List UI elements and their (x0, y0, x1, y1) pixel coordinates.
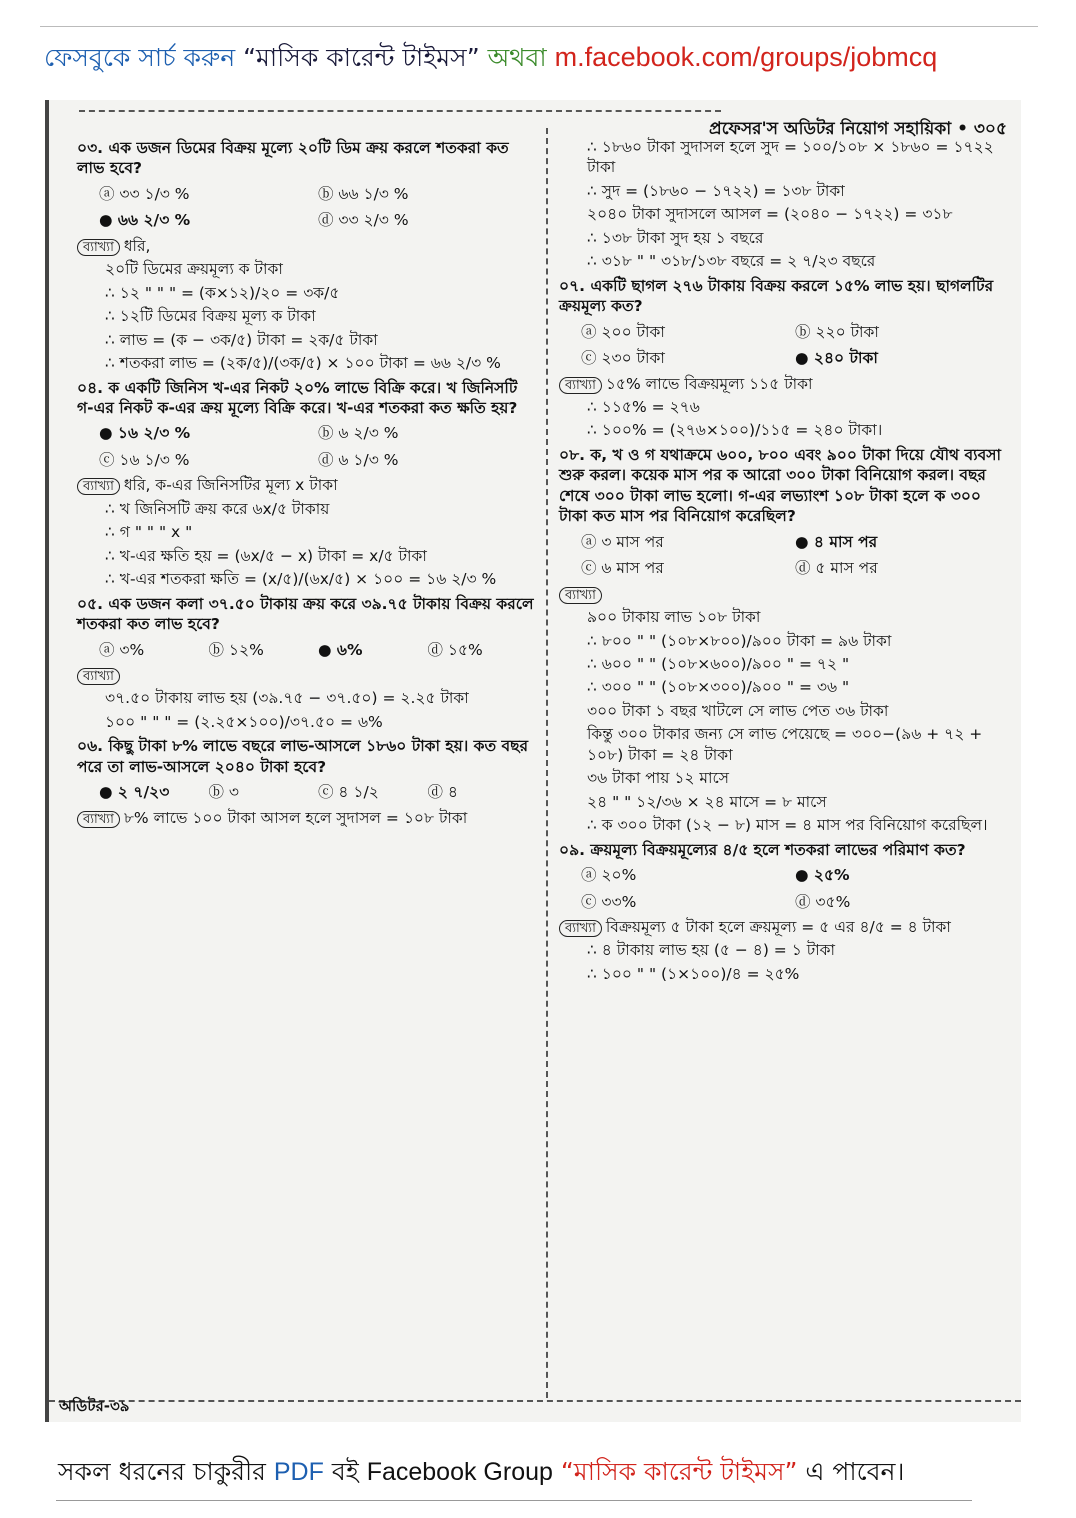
options-5 (99, 637, 537, 663)
question-3: ০৩. এক ডজন ডিমের বিক্রয় মূল্যে ২০টি ডিম ক্রয় করলে শতকরা কত লাভ হবে? (77, 139, 509, 178)
explain-line: ∴ ১৩৮ টাকা সুদ হয় ১ বছরে (587, 228, 764, 247)
footer-text: বই (331, 1457, 359, 1486)
explain-line: ∴ ১২ " " " = (ক×১২)/২০ = ৩ক/৫ (105, 283, 340, 302)
header-search-text: ফেসবুকে সার্চ করুন (44, 43, 236, 72)
option: ⓐ ২০% (581, 866, 637, 885)
options-4 (99, 420, 537, 473)
explain-line: ৯০০ টাকায় লাভ ১০৮ টাকা (587, 608, 761, 627)
explain-line: ∴ খ-এর ক্ষতি হয় = (৬x/৫ − x) টাকা = x/৫ টাকা (105, 546, 427, 565)
explain-line: ∴ ৮০০ " " (১০৮×৮০০)/৯০০ টাকা = ৯৬ টাকা (587, 631, 892, 650)
explanation-3: ব্যাখ্যা ধরি, (77, 236, 537, 256)
option: ⓐ ৩ মাস পর (581, 532, 664, 551)
explain-line: ∴ খ জিনিসটি ক্রয় করে ৬x/৫ টাকায় (105, 499, 330, 518)
option: ⓒ ১৬ ১/৩ % (99, 450, 190, 469)
explain-label: ব্যাখ্যা (77, 811, 120, 828)
explanation-8 (559, 584, 1009, 604)
option: ⓐ ২০০ টাকা (581, 322, 665, 341)
option-correct: ● ২৪০ টাকা (795, 349, 878, 368)
options-6 (99, 779, 537, 805)
explain-line: ∴ ৪ টাকায় লাভ হয় (৫ − ৪) = ১ টাকা (587, 941, 835, 960)
explain-line: ∴ ১১৫% = ২৭৬ (587, 397, 700, 416)
explain-line: ∴ সুদ = (১৮৬০ − ১৭২২) = ১৩৮ টাকা (587, 181, 845, 200)
footer-facebook-group: Facebook Group (366, 1458, 553, 1486)
explain-label: ব্যাখ্যা (77, 239, 120, 256)
question-4: ০৪. ক একটি জিনিস খ-এর নিকট ২০% লাভে বিক্রি করে। খ জিনিসটি গ-এর নিকট ক-এর ক্রয় মূল্যে বিক্রি করে। খ-এর শতকরা কত ক্ষতি হয়? (77, 378, 518, 417)
explain-line: ∴ ১২টি ডিমের বিক্রয় মূল্য ক টাকা (105, 307, 316, 326)
options-8 (581, 529, 1009, 582)
option: ⓓ ৬ ১/৩ % (318, 450, 399, 469)
page-header (44, 38, 1034, 81)
explain-line: ∴ ক ৩০০ টাকা (১২ − ৮) মাস = ৪ মাস পর বিনিয়োগ করেছিল। (587, 816, 988, 835)
option: ⓓ ৪ (427, 783, 458, 802)
explain-line: ২৪ " " ১২/৩৬ × ২৪ মাসে = ৮ মাসে (587, 792, 827, 811)
explain-line: ∴ ৬০০ " " (১০৮×৬০০)/৯০০ " = ৭২ " (587, 654, 850, 673)
footer-group-name: “মাসিক কারেন্ট টাইমস” (560, 1457, 798, 1486)
options-3 (99, 181, 537, 234)
top-rule (40, 26, 1038, 27)
top-dash-rule (79, 110, 721, 112)
explain-line: ১০০ " " " = (২.২৫×১০০)/৩৭.৫০ = ৬% (105, 712, 383, 731)
scanned-book-page (45, 100, 1021, 1422)
column-divider (546, 128, 548, 1398)
option: ⓒ ৬ মাস পর (581, 559, 664, 578)
option: ⓓ ৩৫% (795, 892, 851, 911)
running-head: প্রফেসর'স অডিটর নিয়োগ সহায়িকা • ৩০৫ (709, 119, 1007, 139)
explain-line: ২০টি ডিমের ক্রয়মূল্য ক টাকা (105, 260, 283, 279)
explain-line: ∴ ১৮৬০ টাকা সুদাসল হলে সুদ = ১০০/১০৮ × ১৮৬০ = ১৭২২ টাকা (587, 138, 994, 177)
explain-line: কিন্তু ৩০০ টাকার জন্য সে লাভ পেয়েছে = ৩০০−(৯৬ + ৭২ + ১০৮) টাকা = ২৪ টাকা (587, 725, 983, 764)
options-9 (581, 862, 1009, 915)
option: ⓒ ৩৩% (581, 892, 637, 911)
option: ⓒ ৪ ১/২ (318, 783, 379, 802)
question-6: ০৬. কিছু টাকা ৮% লাভে বছরে লাভ-আসলে ১৮৬০ টাকা হয়। কত বছর পরে তা লাভ-আসলে ২০৪০ টাকা হবে? (77, 737, 529, 776)
option-correct: ● ৬৬ ২/৩ % (99, 211, 191, 230)
option-correct: ● ১৬ ২/৩ % (99, 424, 191, 443)
explain-label: ব্যাখ্যা (77, 668, 120, 685)
option: ⓓ ১৫% (427, 640, 483, 659)
option: ⓑ ৬৬ ১/৩ % (318, 184, 409, 203)
explain-label: ব্যাখ্যা (559, 920, 602, 937)
options-7 (581, 319, 1009, 372)
explain-line: ∴ লাভ = (ক − ৩ক/৫) টাকা = ২ক/৫ টাকা (105, 330, 378, 349)
page-footer (58, 1452, 904, 1495)
footer-text: সকল ধরনের চাকুরীর (58, 1457, 266, 1486)
explain-line: ∴ ৩০০ " " (১০৮×৩০০)/৯০০ " = ৩৬ " (587, 678, 850, 697)
explain-line: ∴ গ " " " x " (105, 523, 193, 542)
explanation-7: ব্যাখ্যা ১৫% লাভে বিক্রয়মূল্য ১১৫ টাকা (559, 374, 1009, 394)
explain-line: ৩৭.৫০ টাকায় লাভ হয় (৩৯.৭৫ − ৩৭.৫০) = ২.২৫ টাকা (105, 689, 469, 708)
right-column (559, 134, 1009, 987)
explain-line: ৩৬ টাকা পায় ১২ মাসে (587, 769, 729, 788)
option: ⓑ ২২০ টাকা (795, 322, 879, 341)
option: ⓓ ৩৩ ২/৩ % (318, 211, 409, 230)
bottom-dash-rule (49, 1400, 1021, 1402)
footer-text: এ পাবেন। (805, 1457, 905, 1486)
question-9: ০৯. ক্রয়মূল্য বিক্রয়মূল্যের ৪/৫ হলে শতকরা লাভের পরিমাণ কত? (559, 840, 966, 859)
option: ⓒ ২৩০ টাকা (581, 349, 665, 368)
header-url-link[interactable]: m.facebook.com/groups/jobmcq (554, 42, 938, 72)
question-5: ০৫. এক ডজন কলা ৩৭.৫০ টাকায় ক্রয় করে ৩৯.৭৫ টাকায় বিক্রয় করলে শতকরা কত লাভ হবে? (77, 594, 534, 634)
page-footer-code: অডিটর-৩৯ (59, 1397, 130, 1415)
option: ⓑ ৬ ২/৩ % (318, 424, 399, 443)
option: ⓐ ৩% (99, 640, 145, 659)
explanation-6: ব্যাখ্যা ৮% লাভে ১০০ টাকা আসল হলে সুদাসল = ১০৮ টাকা (77, 808, 537, 828)
bottom-rule (56, 1500, 972, 1501)
explain-label: ব্যাখ্যা (559, 377, 602, 394)
explain-line: ∴ খ-এর শতকরা ক্ষতি = (x/৫)/(৬x/৫) × ১০০ = ১৬ ২/৩ % (105, 570, 497, 589)
explain-line: ৩০০ টাকা ১ বছর খাটলে সে লাভ পেত ৩৬ টাকা (587, 701, 889, 720)
question-7: ০৭. একটি ছাগল ২৭৬ টাকায় বিক্রয় করলে ১৫% লাভ হয়। ছাগলটির ক্রয়মূল্য কত? (559, 276, 994, 316)
explanation-5 (77, 665, 537, 685)
option: ⓐ ৩৩ ১/৩ % (99, 184, 190, 203)
explain-line: ২০৪০ টাকা সুদাসলে আসল = (২০৪০ − ১৭২২) = ৩১৮ (587, 205, 953, 224)
option-correct: ● ৬% (318, 640, 363, 659)
footer-pdf: PDF (273, 1458, 324, 1486)
header-group-name: “মাসিক কারেন্ট টাইমস” (243, 43, 480, 72)
explanation-9: ব্যাখ্যা বিক্রয়মূল্য ৫ টাকা হলে ক্রয়মূল্য = ৫ এর ৪/৫ = ৪ টাকা (559, 917, 1009, 937)
left-column (77, 134, 537, 830)
explain-label: ব্যাখ্যা (77, 478, 120, 495)
explanation-4: ব্যাখ্যা ধরি, ক-এর জিনিসটির মূল্য x টাকা (77, 475, 537, 495)
option: ⓑ ১২% (208, 640, 264, 659)
explain-line: ∴ ৩১৮ " " ৩১৮/১৩৮ বছরে = ২ ৭/২৩ বছরে (587, 252, 876, 271)
option-correct: ● ৪ মাস পর (795, 532, 878, 551)
option: ⓓ ৫ মাস পর (795, 559, 878, 578)
header-or-text: অথবা (487, 43, 547, 72)
question-8: ০৮. ক, খ ও গ যথাক্রমে ৬০০, ৮০০ এবং ৯০০ টাকা দিয়ে যৌথ ব্যবসা শুরু করল। কয়েক মাস পর ক আরো ৩০০ টাকা বিনিয়োগ করল। বছর শেষে ৩০০ টাকা লাভ হলো। গ-এর লভ্যাংশ ১০৮ টাকা হলে ক ৩০০ টাকা কত মাস পর বিনিয়োগ করেছিল? (559, 445, 1001, 526)
explain-line: ∴ ১০০ " " (১×১০০)/৪ = ২৫% (587, 964, 800, 983)
explain-label: ব্যাখ্যা (559, 587, 602, 604)
option-correct: ● ২ ৭/২৩ (99, 783, 170, 802)
explain-line: ∴ ১০০% = (২৭৬×১০০)/১১৫ = ২৪০ টাকা। (587, 421, 883, 440)
explain-line: ∴ শতকরা লাভ = (২ক/৫)/(৩ক/৫) × ১০০ টাকা = ৬৬ ২/৩ % (105, 354, 501, 373)
option-correct: ● ২৫% (795, 866, 850, 885)
option: ⓑ ৩ (208, 783, 240, 802)
